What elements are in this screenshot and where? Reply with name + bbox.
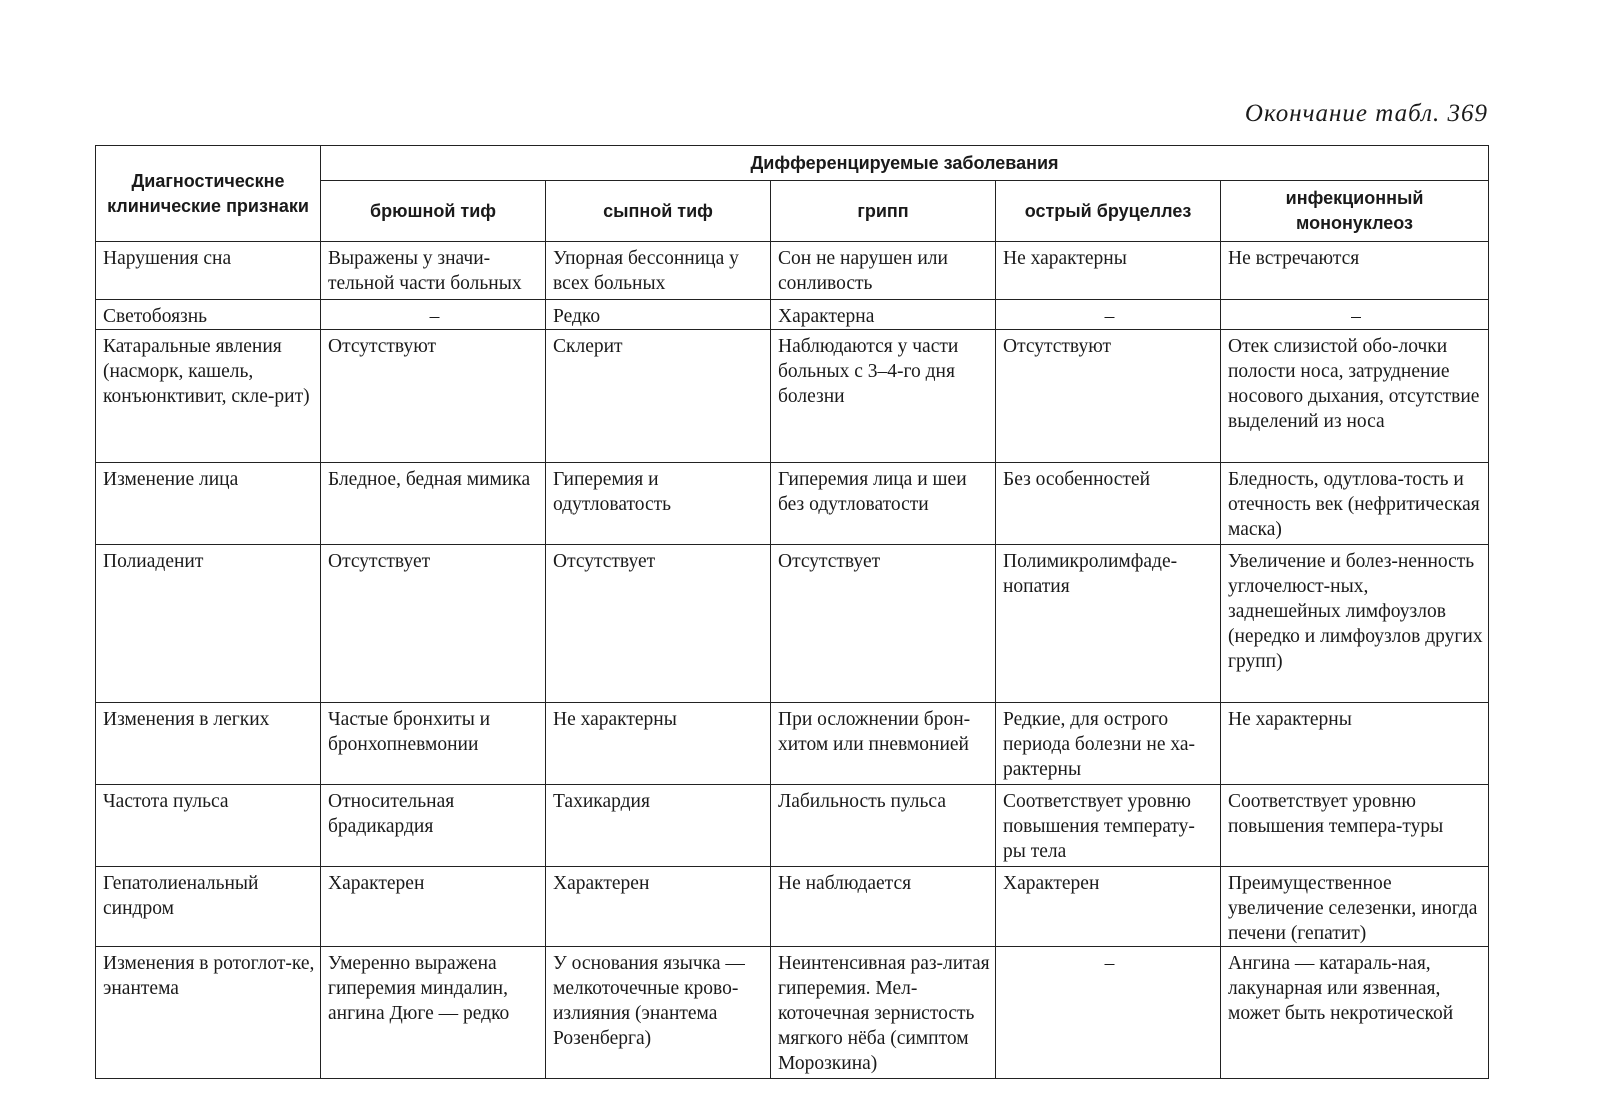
column-header: острый бруцеллез (996, 181, 1221, 242)
table-cell: Склерит (546, 330, 771, 463)
table-caption: Окончание табл. 369 (1244, 100, 1488, 127)
row-label: Изменение лица (96, 463, 321, 545)
row-label: Гепатолиенальный синдром (96, 867, 321, 947)
table-cell: Редкие, для острого периода болезни не ха-рактерны (996, 703, 1221, 785)
table-cell: – (1221, 300, 1489, 330)
table-cell: Относительная брадикардия (321, 785, 546, 867)
table-cell: Умеренно выражена гиперемия миндалин, ангина Дюге — редко (321, 947, 546, 1079)
table-cell: Гиперемия лица и шеи без одутловатости (771, 463, 996, 545)
group-header: Дифференцируемые заболевания (321, 146, 1489, 181)
table-cell: Отсутствуют (996, 330, 1221, 463)
table-cell: Тахикардия (546, 785, 771, 867)
table-cell: Лабильность пульса (771, 785, 996, 867)
row-label: Полиаденит (96, 545, 321, 703)
row-label: Светобоязнь (96, 300, 321, 330)
table-cell: Полимикролимфаде-нопатия (996, 545, 1221, 703)
table-cell: Упорная бессонница у всех больных (546, 242, 771, 300)
table-cell: Характерен (321, 867, 546, 947)
table-row (96, 947, 1489, 1079)
table-cell: Не наблюдается (771, 867, 996, 947)
table-cell: Характерен (996, 867, 1221, 947)
table-cell: – (996, 947, 1221, 1079)
table-cell: Отек слизистой обо-лочки полости носа, затруднение носового дыхания, отсутствие выделений из носа (1221, 330, 1489, 463)
row-label: Изменения в легких (96, 703, 321, 785)
table-cell: – (996, 300, 1221, 330)
column-header: сыпной тиф (546, 181, 771, 242)
table-row (96, 785, 1489, 867)
table-cell: Сон не нарушен или сонливость (771, 242, 996, 300)
table-cell: У основания язычка — мелкоточечные крово-излияния (энантема Розенберга) (546, 947, 771, 1079)
table-cell: Не характерны (546, 703, 771, 785)
row-label: Катаральные явления (насморк, кашель, конъюнктивит, скле-рит) (96, 330, 321, 463)
table-row (96, 330, 1489, 463)
table-cell: Бледное, бедная мимика (321, 463, 546, 545)
table-row (96, 545, 1489, 703)
table-cell: Отсутствуют (321, 330, 546, 463)
table-cell: Гиперемия и одутловатость (546, 463, 771, 545)
table-cell: Не характерны (1221, 703, 1489, 785)
table-cell: Бледность, одутлова-тость и отечность век (нефритическая маска) (1221, 463, 1489, 545)
table-row (96, 867, 1489, 947)
table-cell: Отсутствует (321, 545, 546, 703)
column-header: грипп (771, 181, 996, 242)
table-cell: Характерна (771, 300, 996, 330)
table-cell: Редко (546, 300, 771, 330)
row-label: Частота пульса (96, 785, 321, 867)
table-cell: Без особенностей (996, 463, 1221, 545)
table-row (96, 242, 1489, 300)
differential-diagnosis-table (95, 145, 1489, 1079)
table-cell: Характерен (546, 867, 771, 947)
table-row (96, 300, 1489, 330)
table-row (96, 703, 1489, 785)
column-header: брюшной тиф (321, 181, 546, 242)
table-cell: Не характерны (996, 242, 1221, 300)
table-cell: Не встречаются (1221, 242, 1489, 300)
table-cell: Отсутствует (771, 545, 996, 703)
table-cell: Выражены у значи-тельной части больных (321, 242, 546, 300)
row-label: Изменения в ротоглот-ке, энантема (96, 947, 321, 1079)
table-cell: Частые бронхиты и бронхопневмонии (321, 703, 546, 785)
column-header: инфекционный мононуклеоз (1221, 181, 1489, 242)
corner-header: Диагностическне клинические признаки (96, 146, 321, 242)
table-cell: Преимущественное увеличение селезенки, иногда печени (гепатит) (1221, 867, 1489, 947)
table-cell: – (321, 300, 546, 330)
table-cell: Соответствует уровню повышения температу-ры тела (996, 785, 1221, 867)
table-cell: Ангина — катараль-ная, лакунарная или язвенная, может быть некротической (1221, 947, 1489, 1079)
table-cell: Соответствует уровню повышения темпера-туры (1221, 785, 1489, 867)
table-row (96, 463, 1489, 545)
table-cell: Отсутствует (546, 545, 771, 703)
table-cell: Увеличение и болез-ненность углочелюст-ных, заднешейных лимфоузлов (нередко и лимфоузлов других групп) (1221, 545, 1489, 703)
table-cell: Наблюдаются у части больных с 3–4-го дня болезни (771, 330, 996, 463)
row-label: Нарушения сна (96, 242, 321, 300)
table-cell: При осложнении брон-хитом или пневмонией (771, 703, 996, 785)
table-cell: Неинтенсивная раз-литая гиперемия. Мел-коточечная зернистость мягкого нёба (симптом Морозкина) (771, 947, 996, 1079)
